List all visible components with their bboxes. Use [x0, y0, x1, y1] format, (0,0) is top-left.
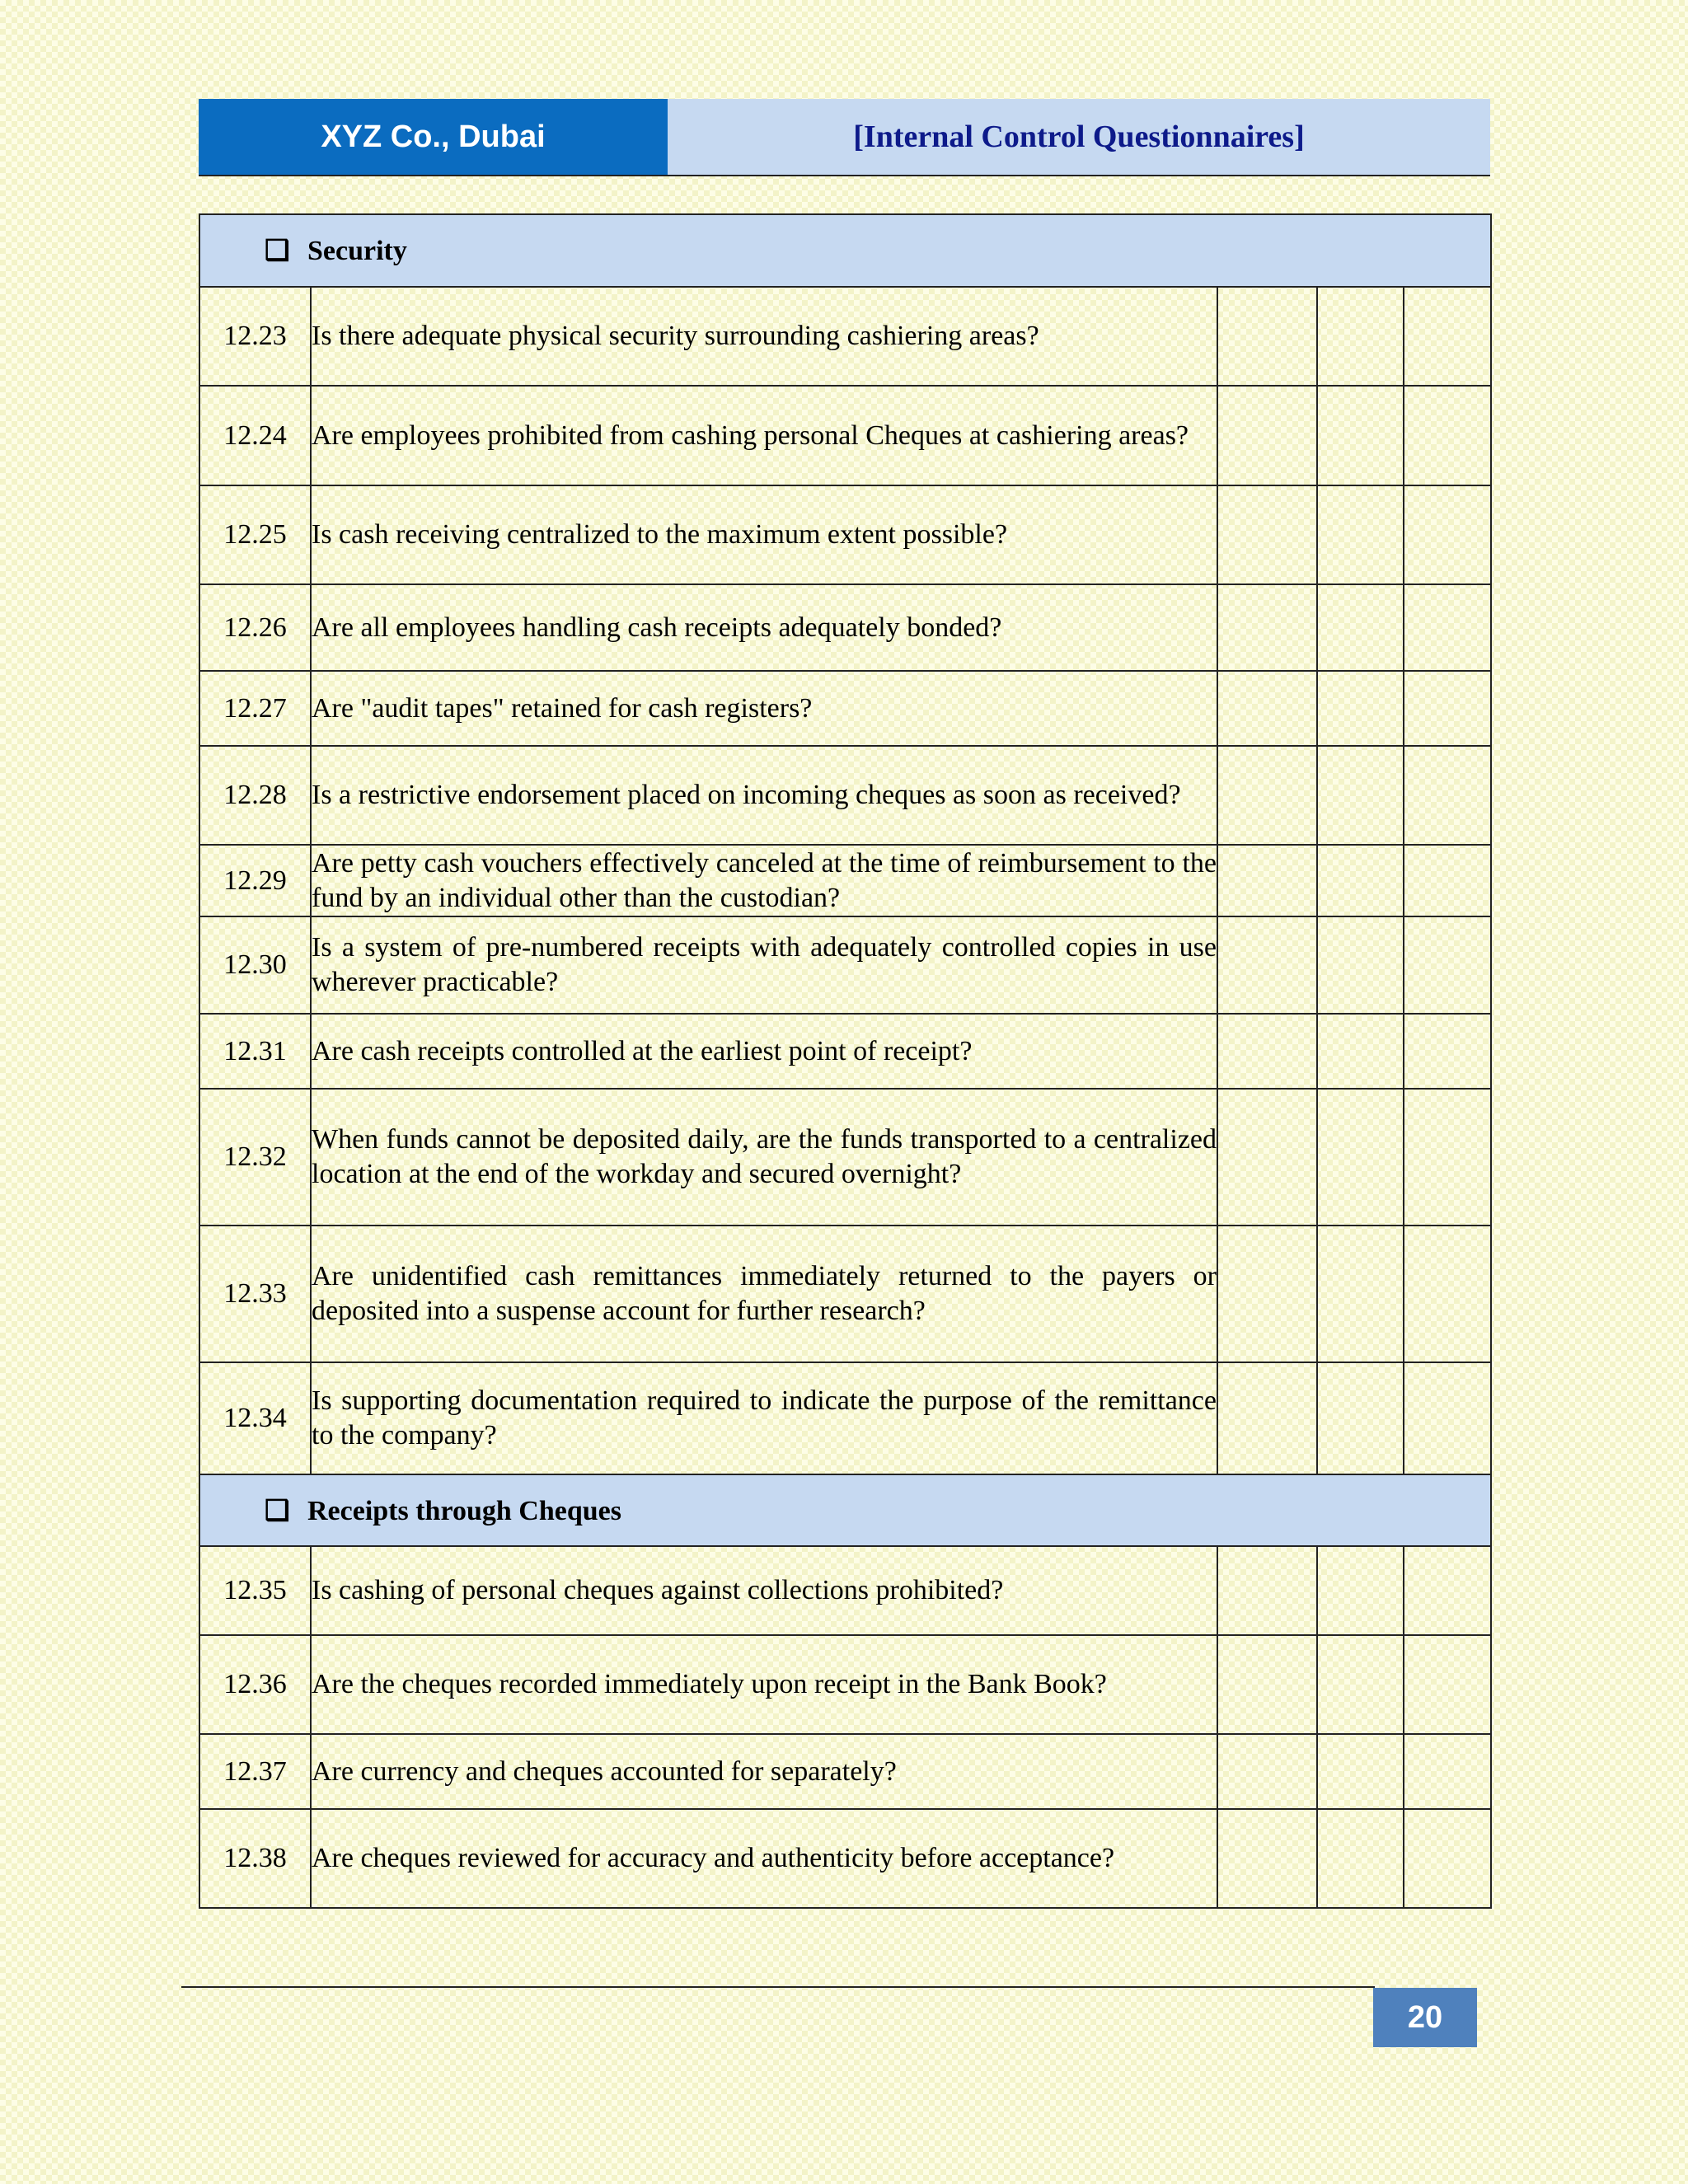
answer-cell-yes[interactable] — [1217, 916, 1317, 1014]
answer-cell-na[interactable] — [1404, 584, 1491, 671]
answer-cell-no[interactable] — [1317, 485, 1404, 584]
answer-cell-na[interactable] — [1404, 845, 1491, 916]
circle-bullet-icon: ❑ — [265, 1495, 290, 1526]
question-text: Is a restrictive endorsement placed on incoming cheques as soon as received? — [311, 746, 1217, 845]
circle-bullet-icon: ❑ — [265, 236, 290, 266]
answer-cell-no[interactable] — [1317, 1226, 1404, 1362]
table-row — [199, 1734, 1491, 1809]
answer-cell-no[interactable] — [1317, 1546, 1404, 1635]
question-text: Are employees prohibited from cashing personal Cheques at cashiering areas? — [311, 386, 1217, 485]
section-title: Security — [307, 236, 407, 266]
answer-cell-na[interactable] — [1404, 1635, 1491, 1734]
answer-cell-no[interactable] — [1317, 1809, 1404, 1908]
question-number: 12.33 — [199, 1226, 311, 1362]
section-title: Receipts through Cheques — [307, 1495, 621, 1526]
answer-cell-no[interactable] — [1317, 916, 1404, 1014]
question-number: 12.34 — [199, 1362, 311, 1474]
question-text: Is cash receiving centralized to the maximum extent possible? — [311, 485, 1217, 584]
answer-cell-na[interactable] — [1404, 1546, 1491, 1635]
question-number: 12.35 — [199, 1546, 311, 1635]
table-row — [199, 287, 1491, 386]
question-number: 12.36 — [199, 1635, 311, 1734]
section-header-receipts-through-cheques — [199, 1474, 1491, 1546]
answer-cell-no[interactable] — [1317, 746, 1404, 845]
answer-cell-na[interactable] — [1404, 671, 1491, 746]
answer-cell-no[interactable] — [1317, 1635, 1404, 1734]
section-header-security — [199, 214, 1491, 287]
answer-cell-na[interactable] — [1404, 916, 1491, 1014]
table-row — [199, 1089, 1491, 1226]
question-text: Is there adequate physical security surrounding cashiering areas? — [311, 287, 1217, 386]
question-number: 12.23 — [199, 287, 311, 386]
answer-cell-no[interactable] — [1317, 1014, 1404, 1089]
question-text: When funds cannot be deposited daily, are the funds transported to a centralized location at the end of the workday and secured overnight? — [311, 1089, 1217, 1226]
table-row — [199, 1635, 1491, 1734]
answer-cell-na[interactable] — [1404, 746, 1491, 845]
table-row — [199, 485, 1491, 584]
table-row — [199, 584, 1491, 671]
question-text: Are the cheques recorded immediately upon receipt in the Bank Book? — [311, 1635, 1217, 1734]
question-number: 12.28 — [199, 746, 311, 845]
table-row — [199, 746, 1491, 845]
answer-cell-no[interactable] — [1317, 1362, 1404, 1474]
answer-cell-na[interactable] — [1404, 1734, 1491, 1809]
question-text: Is a system of pre-numbered receipts with adequately controlled copies in use wherever practicable? — [311, 916, 1217, 1014]
question-number: 12.29 — [199, 845, 311, 916]
question-number: 12.25 — [199, 485, 311, 584]
answer-cell-no[interactable] — [1317, 1089, 1404, 1226]
answer-cell-na[interactable] — [1404, 1226, 1491, 1362]
document-title: [Internal Control Questionnaires] — [668, 99, 1490, 175]
answer-cell-yes[interactable] — [1217, 1809, 1317, 1908]
answer-cell-yes[interactable] — [1217, 584, 1317, 671]
table-row — [199, 1362, 1491, 1474]
answer-cell-yes[interactable] — [1217, 746, 1317, 845]
answer-cell-na[interactable] — [1404, 1014, 1491, 1089]
table-row — [199, 671, 1491, 746]
question-number: 12.32 — [199, 1089, 311, 1226]
table-row — [199, 386, 1491, 485]
question-text: Is cashing of personal cheques against collections prohibited? — [311, 1546, 1217, 1635]
page-header — [199, 99, 1490, 176]
question-text: Are cheques reviewed for accuracy and authenticity before acceptance? — [311, 1809, 1217, 1908]
question-number: 12.26 — [199, 584, 311, 671]
table-row — [199, 845, 1491, 916]
question-text: Are unidentified cash remittances immediately returned to the payers or deposited into a suspense account for further research? — [311, 1226, 1217, 1362]
question-number: 12.27 — [199, 671, 311, 746]
question-text: Are currency and cheques accounted for separately? — [311, 1734, 1217, 1809]
answer-cell-na[interactable] — [1404, 1362, 1491, 1474]
answer-cell-yes[interactable] — [1217, 1089, 1317, 1226]
answer-cell-no[interactable] — [1317, 671, 1404, 746]
answer-cell-yes[interactable] — [1217, 1014, 1317, 1089]
answer-cell-na[interactable] — [1404, 1809, 1491, 1908]
question-number: 12.38 — [199, 1809, 311, 1908]
answer-cell-yes[interactable] — [1217, 671, 1317, 746]
question-text: Is supporting documentation required to indicate the purpose of the remittance to the company? — [311, 1362, 1217, 1474]
table-row — [199, 1226, 1491, 1362]
answer-cell-yes[interactable] — [1217, 1635, 1317, 1734]
question-number: 12.31 — [199, 1014, 311, 1089]
table-row — [199, 1809, 1491, 1908]
question-number: 12.30 — [199, 916, 311, 1014]
answer-cell-yes[interactable] — [1217, 1362, 1317, 1474]
question-number: 12.24 — [199, 386, 311, 485]
answer-cell-yes[interactable] — [1217, 845, 1317, 916]
answer-cell-no[interactable] — [1317, 386, 1404, 485]
answer-cell-yes[interactable] — [1217, 386, 1317, 485]
table-row — [199, 916, 1491, 1014]
answer-cell-na[interactable] — [1404, 1089, 1491, 1226]
page-number-badge: 20 — [1373, 1988, 1477, 2047]
question-text: Are all employees handling cash receipts adequately bonded? — [311, 584, 1217, 671]
answer-cell-no[interactable] — [1317, 287, 1404, 386]
answer-cell-yes[interactable] — [1217, 1734, 1317, 1809]
answer-cell-yes[interactable] — [1217, 1226, 1317, 1362]
answer-cell-yes[interactable] — [1217, 1546, 1317, 1635]
answer-cell-no[interactable] — [1317, 584, 1404, 671]
answer-cell-na[interactable] — [1404, 287, 1491, 386]
answer-cell-na[interactable] — [1404, 386, 1491, 485]
footer-divider — [181, 1986, 1375, 1988]
question-number: 12.37 — [199, 1734, 311, 1809]
question-text: Are petty cash vouchers effectively canceled at the time of reimbursement to the fund by an individual other than the custodian? — [311, 845, 1217, 916]
answer-cell-yes[interactable] — [1217, 287, 1317, 386]
answer-cell-no[interactable] — [1317, 845, 1404, 916]
question-text: Are "audit tapes" retained for cash registers? — [311, 671, 1217, 746]
answer-cell-no[interactable] — [1317, 1734, 1404, 1809]
company-name: XYZ Co., Dubai — [199, 99, 668, 175]
answer-cell-na[interactable] — [1404, 485, 1491, 584]
question-text: Are cash receipts controlled at the earliest point of receipt? — [311, 1014, 1217, 1089]
table-row — [199, 1546, 1491, 1635]
answer-cell-yes[interactable] — [1217, 485, 1317, 584]
questionnaire-table — [199, 213, 1492, 1909]
table-row — [199, 1014, 1491, 1089]
